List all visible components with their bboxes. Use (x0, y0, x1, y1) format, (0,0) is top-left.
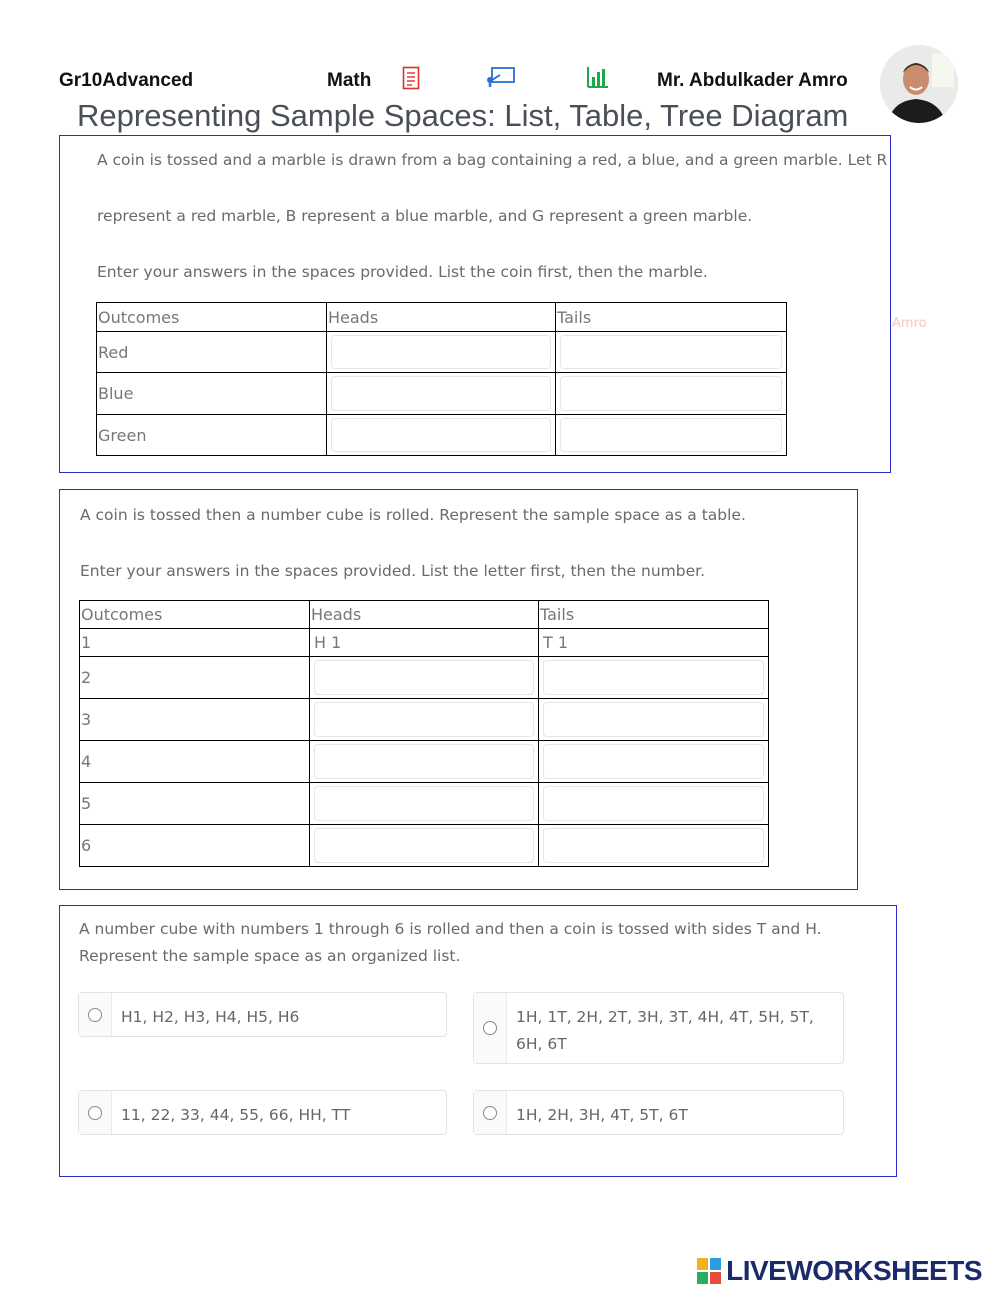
q1-row-label: Green (97, 415, 327, 456)
q2-row-label: 6 (80, 825, 310, 867)
table-row (80, 825, 769, 867)
q3-line-2: Represent the sample space as an organized list. (79, 947, 461, 965)
q2-header-tails: Tails (539, 601, 769, 629)
q1-header-outcomes: Outcomes (97, 303, 327, 332)
q2-row-label: 4 (80, 741, 310, 783)
q1-table (96, 302, 787, 456)
table-row (80, 741, 769, 783)
option-text: H1, H2, H3, H4, H5, H6 (121, 1008, 300, 1026)
answer-input[interactable] (543, 786, 764, 821)
q1-row-label: Blue (97, 373, 327, 415)
q1-row-label: Red (97, 332, 327, 373)
page-title: Representing Sample Spaces: List, Table, Tree Diagram (77, 98, 849, 133)
q1-header-heads: Heads (327, 303, 556, 332)
q2-line-1: A coin is tossed then a number cube is rolled. Represent the sample space as a table. (80, 506, 746, 524)
q1-header-row (97, 303, 787, 332)
option-text: 1H, 2H, 3H, 4T, 5T, 6T (516, 1106, 688, 1124)
q2-row-label: 1 (80, 629, 310, 657)
logo-text: LIVEWORKSHEETS (726, 1255, 983, 1286)
table-row (80, 629, 769, 657)
answer-input[interactable] (331, 418, 551, 452)
q2-table (79, 600, 769, 867)
answer-input[interactable] (543, 660, 764, 695)
q2-header-heads: Heads (310, 601, 539, 629)
q2-header-outcomes: Outcomes (80, 601, 310, 629)
answer-input[interactable] (314, 744, 534, 779)
q2-header-row (80, 601, 769, 629)
answer-input[interactable] (314, 660, 534, 695)
q1-line-1: A coin is tossed and a marble is drawn from a bag containing a red, a blue, and a green marble. Let R (97, 151, 888, 169)
answer-input[interactable] (543, 702, 764, 737)
worksheet-icon (402, 66, 420, 90)
option-text: 11, 22, 33, 44, 55, 66, HH, TT (121, 1106, 351, 1124)
radio-button[interactable] (79, 993, 112, 1036)
answer-input[interactable] (314, 786, 534, 821)
q2-row-label: 3 (80, 699, 310, 741)
teacher-name: Mr. Abdulkader Amro (657, 70, 848, 91)
answer-input[interactable] (543, 744, 764, 779)
answer-input[interactable] (314, 702, 534, 737)
logo-blocks-icon (697, 1258, 721, 1284)
q1-header-tails: Tails (556, 303, 787, 332)
radio-button[interactable] (474, 993, 507, 1063)
table-row (97, 332, 787, 373)
watermark: Amro (892, 316, 927, 331)
answer-input[interactable] (560, 335, 782, 369)
answer-input[interactable] (560, 376, 782, 411)
q1-instruction: Enter your answers in the spaces provided. List the coin first, then the marble. (97, 263, 708, 281)
answer-input[interactable] (331, 376, 551, 411)
q2-example-tails: T 1 (539, 629, 769, 657)
table-row (80, 783, 769, 825)
answer-option[interactable] (78, 1090, 447, 1135)
table-row (80, 657, 769, 699)
teacher-avatar (880, 45, 958, 123)
radio-button[interactable] (474, 1091, 507, 1134)
q3-line-1: A number cube with numbers 1 through 6 is rolled and then a coin is tossed with sides T and H. (79, 920, 822, 938)
answer-input[interactable] (560, 418, 782, 452)
answer-input[interactable] (543, 828, 764, 863)
whiteboard-icon (484, 66, 516, 88)
class-label: Gr10Advanced (59, 70, 194, 91)
q2-example-heads: H 1 (310, 629, 539, 657)
q1-line-2: represent a red marble, B represent a blue marble, and G represent a green marble. (97, 207, 753, 225)
subject-label: Math (327, 70, 372, 91)
answer-input[interactable] (314, 828, 534, 863)
table-row (97, 373, 787, 415)
answer-input[interactable] (331, 335, 551, 369)
q2-row-label: 5 (80, 783, 310, 825)
answer-option[interactable] (473, 992, 844, 1064)
table-row (97, 415, 787, 456)
q2-row-label: 2 (80, 657, 310, 699)
bar-chart-icon (587, 66, 609, 88)
q2-instruction: Enter your answers in the spaces provided. List the letter first, then the number. (80, 562, 706, 580)
answer-option[interactable] (473, 1090, 844, 1135)
table-row (80, 699, 769, 741)
answer-option[interactable] (78, 992, 447, 1037)
liveworksheets-logo (697, 1255, 982, 1287)
radio-button[interactable] (79, 1091, 112, 1134)
option-text: 1H, 1T, 2H, 2T, 3H, 3T, 4H, 4T, 5H, 5T, 6H, 6T (516, 1008, 814, 1053)
